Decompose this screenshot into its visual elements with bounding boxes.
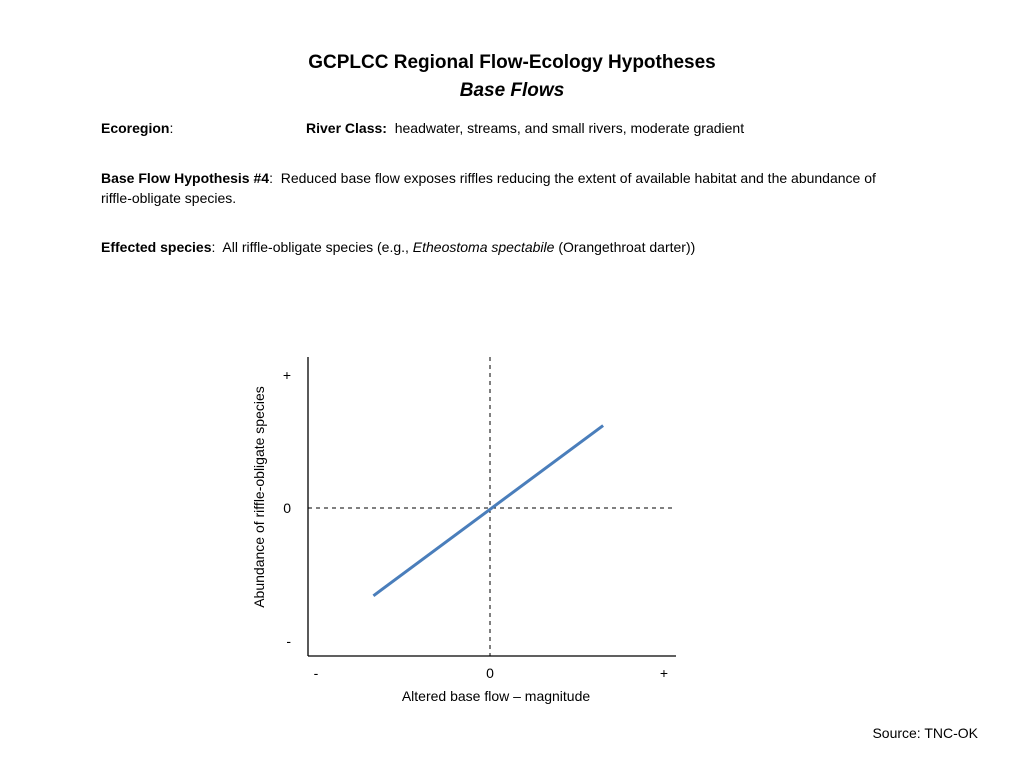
x-tick-label: - — [313, 665, 319, 681]
chart-plot-area — [283, 357, 676, 681]
x-tick-label: 0 — [486, 665, 494, 681]
hypothesis-separator: : — [269, 170, 273, 186]
y-tick-label: + — [282, 367, 291, 383]
x-tick-label: + — [659, 665, 669, 681]
hypothesis-text: Reduced base flow exposes riffles reducing the extent of available habitat and the abundance of riffle-obligate species. — [101, 170, 876, 206]
ecoregion-separator: : — [169, 120, 174, 136]
species-separator: : — [211, 239, 216, 255]
river-class-value: headwater, streams, and small rivers, moderate gradient — [394, 120, 745, 136]
ecoregion-label: Ecoregion — [101, 120, 170, 136]
y-tick-label: - — [286, 633, 291, 649]
page-subtitle: Base Flows — [459, 80, 565, 101]
y-tick-label: 0 — [283, 500, 291, 516]
series-line-0 — [373, 426, 603, 596]
species-label: Effected species — [101, 239, 212, 255]
species-text-before: All riffle-obligate species (e.g., — [222, 239, 413, 255]
species-text-after: (Orangethroat darter)) — [554, 239, 696, 255]
river-class-label: River Class: — [306, 120, 387, 136]
x-axis-label: Altered base flow – magnitude — [401, 688, 591, 704]
y-axis-label: Abundance of riffle-obligate species — [251, 386, 267, 608]
species-scientific-name: Etheostoma spectabile — [412, 239, 555, 255]
source-note: Source: TNC-OK — [872, 725, 978, 741]
page-title: GCPLCC Regional Flow-Ecology Hypotheses — [308, 52, 716, 73]
hypothesis-label: Base Flow Hypothesis #4 — [101, 170, 270, 186]
